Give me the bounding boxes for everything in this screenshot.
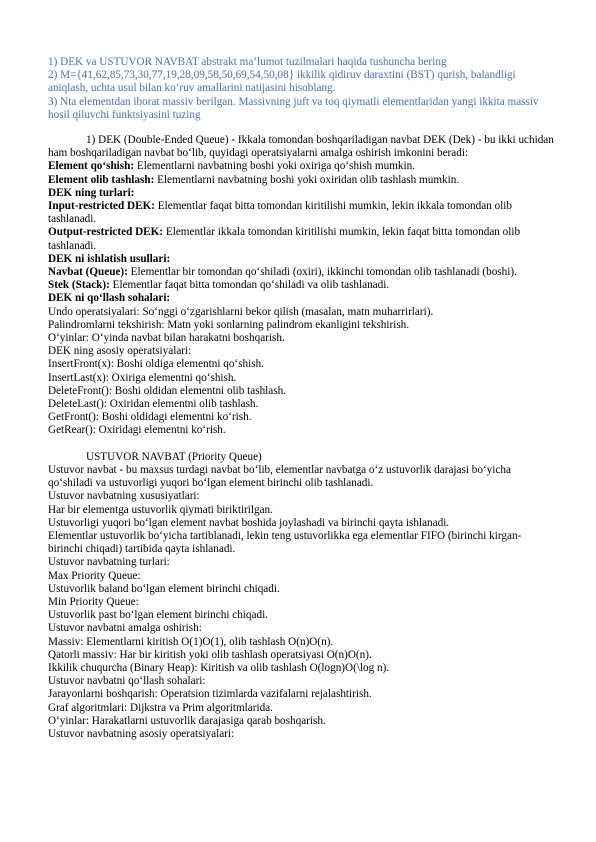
pq-line: Qatorli massiv: Har bir kiritish yoki olib tashlash operatsiyasi O(n)O(n). bbox=[48, 648, 372, 661]
pq-line: Ustuvor navbat - bu maxsus turdagi navbat bo‘lib, elementlar navbatga o‘z ustuvorlik darajasi bo‘yicha qo‘shiladi va ustuvorligi yuqori bo‘lgan element birinchi olib tashlanadi. bbox=[48, 463, 511, 490]
dek-types-heading bbox=[48, 187, 554, 200]
dek-line: O‘yinlar: O‘yinda navbat bilan harakatni boshqarish. bbox=[48, 332, 285, 345]
pq-line: Ustuvor navbatning turlari: bbox=[48, 556, 170, 569]
dek-usage-heading bbox=[48, 253, 554, 266]
pq-line: Min Priority Queue: bbox=[48, 595, 139, 608]
dek-stack-text: Elementlar faqat bitta tomondan qo‘shiladi va olib tashlanadi. bbox=[109, 279, 390, 292]
dek-output-text: Elementlar ikkala tomondan kiritilishi mumkin, lekin faqat bitta tomondan olib tashlanadi. bbox=[48, 226, 521, 252]
pq-line: O‘yinlar: Harakatlarni ustuvorlik darajasiga qarab boshqarish. bbox=[48, 714, 326, 727]
pq-line: Max Priority Queue: bbox=[48, 569, 141, 582]
dek-section bbox=[48, 134, 554, 438]
dek-areas-title: DEK ni qo‘llash sohalari: bbox=[48, 292, 171, 305]
dek-input-text: Elementlar faqat bitta tomondan kiritilishi mumkin, lekin ikkala tomondan olib tashlanadi. bbox=[48, 200, 513, 226]
task-item-1: 1) DEK va USTUVOR NAVBAT abstrakt ma’lumot tuzilmalari haqida tushuncha bering bbox=[48, 56, 447, 68]
pq-line: Jarayonlarni boshqarish: Operatsion tizimlarda vazifalarni rejalashtirish. bbox=[48, 688, 372, 701]
dek-areas-heading bbox=[48, 292, 554, 305]
pq-line: Ustuvorligi yuqori bo‘lgan element navbat boshida joylashadi va birinchi qayta ishlanadi. bbox=[48, 516, 450, 529]
pq-line: Ustuvor navbatning asosiy operatsiyalari: bbox=[48, 727, 235, 740]
dek-line: InsertLast(x): Oxiriga elementni qo‘shish. bbox=[48, 371, 237, 384]
task-item-2: 2) M={41,62,85,73,30,77,19,28,09,58,50,69,54,50,08} ikkilik qidiruv daraxtini (BST) qurish, balandligi aniqlash, uchta usul bilan ko‘ruv amallarini natijasini hisoblang. bbox=[48, 69, 516, 95]
pq-line: Graf algoritmlari: Dijkstra va Prim algoritmlarida. bbox=[48, 701, 273, 714]
task-list bbox=[48, 56, 554, 122]
pq-line: Har bir elementga ustuvorlik qiymati biriktirilgan. bbox=[48, 503, 273, 516]
dek-stack-label: Stek (Stack): bbox=[48, 279, 110, 292]
dek-line: DeleteLast(): Oxiridan elementni olib tashlash. bbox=[48, 398, 259, 411]
dek-add-label: Element qo‘shish: bbox=[48, 160, 135, 173]
dek-stack-paragraph bbox=[48, 279, 554, 292]
document-content bbox=[48, 56, 554, 741]
pq-line: Ustuvor navbatni qo‘llash sohalari: bbox=[48, 675, 206, 688]
pq-line: Massiv: Elementlarni kiritish O(1)O(1), olib tashlash O(n)O(n). bbox=[48, 635, 334, 648]
dek-line: Palindromlarni tekshirish: Matn yoki sonlarning palindrom ekanligini tekshirish. bbox=[48, 318, 410, 331]
dek-input-paragraph bbox=[48, 200, 554, 226]
dek-line: GetRear(): Oxiridagi elementni ko‘rish. bbox=[48, 424, 226, 437]
dek-line: Undo operatsiyalari: So‘nggi o‘zgarishlarni bekor qilish (masalan, matn muharrirlari). bbox=[48, 305, 434, 318]
dek-del-paragraph bbox=[48, 174, 554, 187]
pq-title: USTUVOR NAVBAT (Priority Queue) bbox=[86, 450, 262, 463]
task-item-3: 3) Nta elementdan iborat massiv berilgan. Massivning juft va toq qiymatli elementlaridan yangi ikkita massiv hosil qiluvchi funktsiyasini tuzing bbox=[48, 95, 539, 121]
dek-usage-title: DEK ni ishlatish usullari: bbox=[48, 252, 171, 265]
dek-intro: 1) DEK (Double-Ended Queue) - Ikkala tomondan boshqariladigan navbat DEK (Dek) - bu ikki uchidan ham boshqariladigan navbat bo‘lib, quyidagi operatsiyalarni amalga oshirish imkonini beradi: bbox=[48, 134, 554, 160]
dek-line: DEK ning asosiy operatsiyalari: bbox=[48, 345, 192, 358]
dek-add-paragraph bbox=[48, 160, 554, 173]
pq-line: Ustuvorlik baland bo‘lgan element birinchi chiqadi. bbox=[48, 582, 280, 595]
dek-add-text: Elementlarni navbatning boshi yoki oxiriga qo‘shish mumkin. bbox=[134, 160, 415, 173]
pq-line: Ustuvor navbatni amalga oshirish: bbox=[48, 622, 202, 635]
dek-del-label: Element olib tashlash: bbox=[48, 173, 155, 186]
dek-output-paragraph bbox=[48, 226, 554, 252]
dek-input-label: Input-restricted DEK: bbox=[48, 200, 155, 213]
section-gap bbox=[48, 438, 554, 451]
pq-line: Elementlar ustuvorlik bo‘yicha tartiblanadi, lekin teng ustuvorlikka ega elementlar FIFO (birinchi kirgan-birinchi chiqadi) tartibida qayta ishlanadi. bbox=[48, 529, 522, 556]
dek-queue-label: Navbat (Queue): bbox=[48, 266, 128, 279]
dek-del-text: Elementlarni navbatning boshi yoki oxiridan olib tashlash mumkin. bbox=[154, 173, 460, 186]
dek-queue-text: Elementlar bir tomondan qo‘shiladi (oxiri), ikkinchi tomondan olib tashlanadi (boshi). bbox=[127, 266, 517, 279]
dek-output-label: Output-restricted DEK: bbox=[48, 226, 164, 239]
priority-queue-section bbox=[48, 451, 554, 741]
dek-line: InsertFront(x): Boshi oldiga elementni qo‘shish. bbox=[48, 358, 264, 371]
pq-line: Ustuvor navbatning xususiyatlari: bbox=[48, 490, 200, 503]
pq-line: Ustuvorlik past bo‘lgan element birinchi chiqadi. bbox=[48, 609, 268, 622]
pq-line: Ikkilik chuqurcha (Binary Heap): Kiritish va olib tashlash O(logn)O(\log n). bbox=[48, 661, 390, 674]
dek-line: DeleteFront(): Boshi oldidan elementni olib tashlash. bbox=[48, 384, 287, 397]
dek-line: GetFront(): Boshi oldidagi elementni ko‘rish. bbox=[48, 411, 252, 424]
dek-queue-paragraph bbox=[48, 266, 554, 279]
dek-types-title: DEK ning turlari: bbox=[48, 186, 135, 199]
